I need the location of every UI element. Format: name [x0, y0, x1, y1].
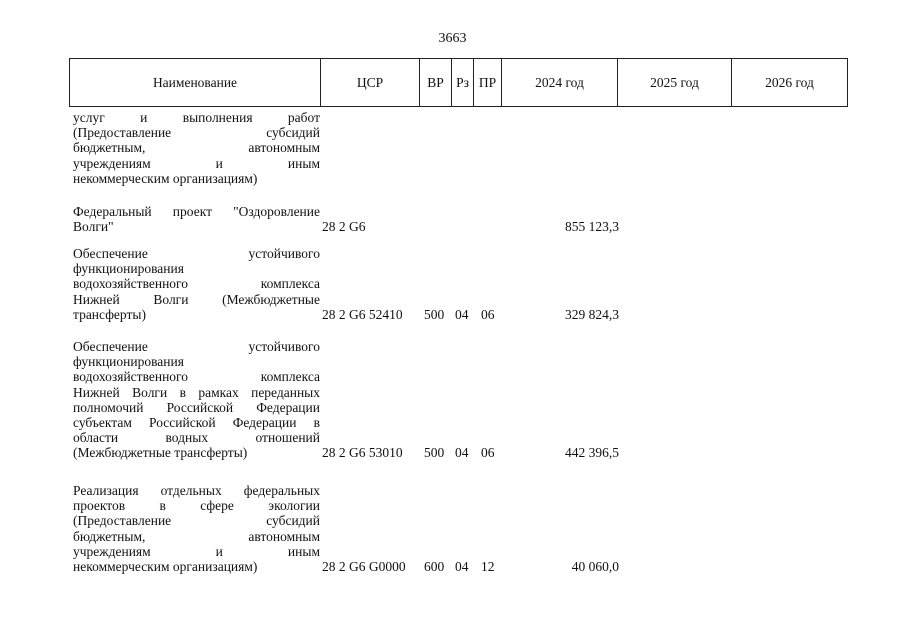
name-line: Обеспечение устойчивого	[73, 339, 320, 354]
name-line: некоммерческим организациям)	[73, 170, 258, 186]
name-line: Федеральный проект "Оздоровление	[73, 204, 320, 219]
name-line: некоммерческим организациям)	[73, 558, 258, 574]
name-line: водохозяйственного комплекса	[73, 276, 320, 292]
name-line: Реализация отдельных федеральных	[73, 483, 320, 498]
row-name	[73, 110, 320, 186]
name-line: (Межбюджетные трансферты)	[73, 445, 248, 461]
table-header	[69, 58, 848, 107]
name-line: полномочий Российской Федерации	[73, 399, 320, 415]
header-name: Наименование	[70, 59, 321, 106]
name-line: водохозяйственного комплекса	[73, 369, 320, 385]
name-line: трансферты)	[73, 306, 146, 322]
header-2024: 2024 год	[502, 59, 618, 106]
name-line: (Предоставление субсидий	[73, 513, 320, 529]
name-line: Обеспечение устойчивого	[73, 246, 320, 261]
row-pr: 06	[481, 306, 495, 322]
row-rz: 04	[455, 559, 469, 574]
name-line: услуг и выполнения работ	[73, 110, 320, 125]
row-name	[73, 246, 320, 322]
header-2025: 2025 год	[618, 59, 732, 106]
row-pr: 12	[481, 559, 495, 574]
header-vr: ВР	[420, 59, 452, 106]
row-2024: 442 396,5	[565, 445, 619, 461]
name-line: области водных отношений	[73, 430, 320, 446]
row-rz: 04	[455, 306, 469, 322]
name-line: Волги"	[73, 219, 114, 235]
page-number: 3663	[438, 31, 467, 46]
row-pr: 06	[481, 445, 495, 461]
row-rz: 04	[455, 445, 469, 461]
row-2024: 329 824,3	[565, 306, 619, 322]
name-line: проектов в сфере экологии	[73, 498, 320, 514]
name-line: учреждениям и иным	[73, 155, 320, 171]
row-vr: 500	[424, 445, 445, 461]
header-rz: Рз	[452, 59, 474, 106]
name-line: субъектам Российской Федерации в	[73, 414, 320, 430]
row-csr: 28 2 G6 G0000	[322, 559, 406, 574]
name-line: функционирования	[73, 354, 184, 370]
name-line: учреждениям и иным	[73, 543, 320, 559]
row-name	[73, 339, 320, 461]
row-2024: 40 060,0	[571, 559, 619, 574]
name-line: Нижней Волги в рамках переданных	[73, 384, 320, 400]
row-name	[73, 483, 320, 574]
row-csr: 28 2 G6 53010	[322, 445, 403, 461]
row-vr: 500	[424, 306, 445, 322]
row-csr: 28 2 G6	[322, 219, 366, 235]
header-csr: ЦСР	[321, 59, 420, 106]
row-vr: 600	[424, 559, 445, 574]
name-line: функционирования	[73, 261, 184, 277]
header-pr: ПР	[474, 59, 502, 106]
row-name	[73, 204, 320, 234]
header-2026: 2026 год	[765, 75, 814, 90]
name-line: бюджетным, автономным	[73, 140, 320, 156]
row-csr: 28 2 G6 52410	[322, 306, 403, 322]
name-line: бюджетным, автономным	[73, 528, 320, 544]
name-line: Нижней Волги (Межбюджетные	[73, 291, 320, 307]
name-line: (Предоставление субсидий	[73, 125, 320, 141]
row-2024: 855 123,3	[565, 219, 619, 235]
